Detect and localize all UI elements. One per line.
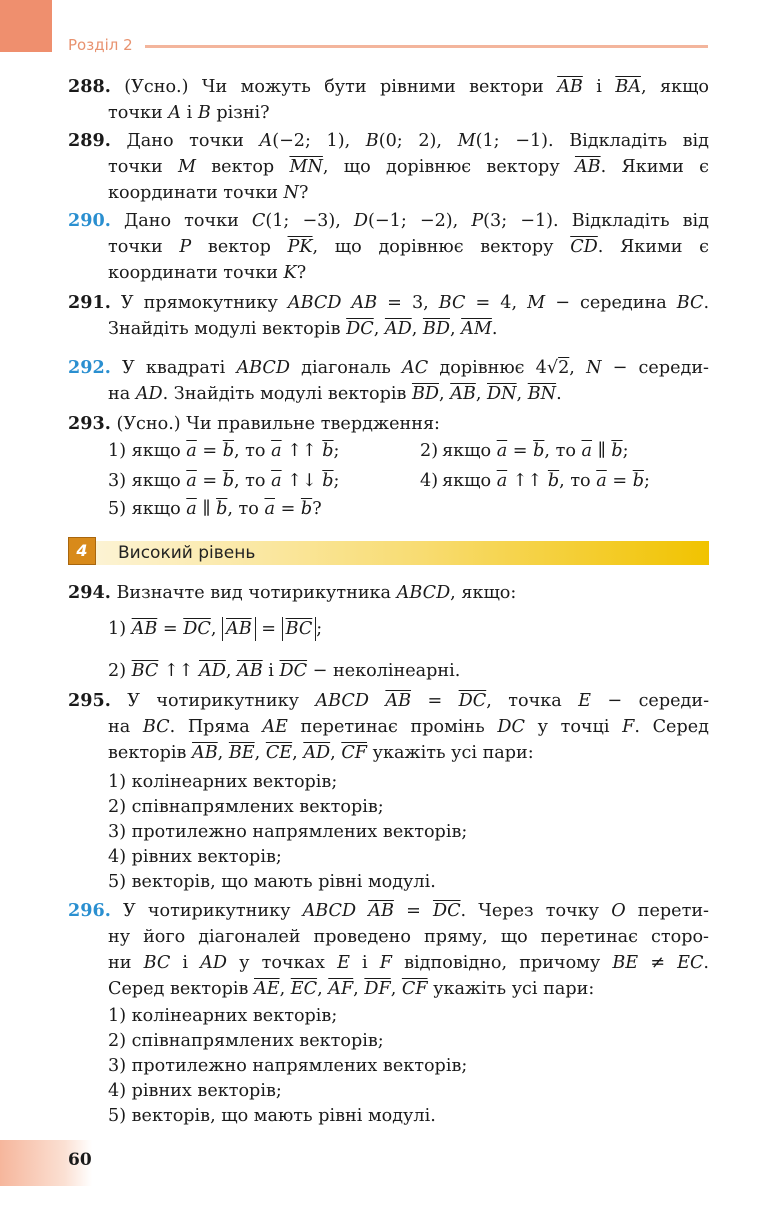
problem-292: 292. У квадраті ABCD діагональ AC дорівнює 4√2, N − середи- на AD. Знайдіть модулі векторів $\overline{BD}$, $\overline{AB}$, $\overline{DN}$, $\overline{BN}$. bbox=[68, 357, 709, 404]
level-cube-icon: 4 bbox=[68, 537, 96, 565]
problem-291: 291. У прямокутнику ABCD AB = 3, BC = 4, M − середина BC. Знайдіть модулі векторів $\overline{DC}$, $\overline{AD}$, $\overline{BD}$, $\overline{AM}$. bbox=[68, 292, 710, 339]
list-item: 5) якщо $\overline{a}$ ∥ $\overline{b}$, то $\overline{a} = \overline{b}$? bbox=[108, 499, 322, 519]
corner-tab bbox=[0, 0, 52, 52]
problem-294: 294. Визначте вид чотирикутника ABCD, якщо: bbox=[68, 582, 517, 603]
list-item: 2) якщо $\overline{a} = \overline{b}$, то $\overline{a}$ ∥ $\overline{b}$; bbox=[420, 441, 629, 461]
list-items-295 bbox=[108, 770, 467, 895]
list-item: 3) протилежно напрямлених векторів; bbox=[108, 822, 468, 842]
list-item: 2) $\overline{BC}$ ↑↑ $\overline{AD}$, $\overline{AB}$ і $\overline{DC}$ − неколінеарні. bbox=[108, 661, 461, 681]
problem-289: 289. Дано точки A(−2; 1), B(0; 2), M(1; −1). Відкладіть від точки M вектор $\overline{MN}$, що дорівнює вектору $\overline{AB}$. Якими є координати точки N? bbox=[68, 130, 709, 203]
list-item: 4) рівних векторів; bbox=[108, 847, 282, 867]
problem-288: 288. (Усно.) Чи можуть бути рівними вектори $\overline{AB}$ і $\overline{BA}$, якщо точки A і B різні? bbox=[68, 76, 710, 123]
section-label: Розділ 2 bbox=[68, 36, 133, 54]
header-rule bbox=[145, 45, 708, 48]
level-title: Високий рівень bbox=[118, 543, 256, 563]
list-item: 1) колінеарних векторів; bbox=[108, 772, 338, 792]
problem-number: 291. bbox=[68, 292, 111, 313]
list-item: 1) якщо $\overline{a} = \overline{b}$, то $\overline{a}$ ↑↑ $\overline{b}$; bbox=[108, 441, 340, 461]
list-items-296 bbox=[108, 1004, 467, 1129]
problem-296: 296. У чотирикутнику ABCD $\overline{AB} = \overline{DC}$. Через точку O перети- ну його діагоналей проведено пряму, що перетинає сторо- ни BC і AD у точках E і F відповідно, причому BE ≠ EC. Серед векторів $\overline{AE}$, $\overline{EC}$, $\overline{AF}$, $\overline{DF}$, $\overline{CF}$ укажіть усі пари: bbox=[68, 900, 710, 999]
list-item: 4) рівних векторів; bbox=[108, 1081, 282, 1101]
problem-number: 295. bbox=[68, 690, 111, 711]
list-item: 5) векторів, що мають рівні модулі. bbox=[108, 872, 436, 892]
page-number: 60 bbox=[68, 1150, 92, 1170]
list-item: 5) векторів, що мають рівні модулі. bbox=[108, 1106, 436, 1126]
list-item: 2) співнапрямлених векторів; bbox=[108, 797, 384, 817]
problem-number: 293. bbox=[68, 413, 111, 434]
problem-number: 288. bbox=[68, 76, 111, 97]
problem-number: 289. bbox=[68, 130, 111, 151]
problem-293: 293. (Усно.) Чи правильне твердження: bbox=[68, 413, 440, 434]
problem-number: 294. bbox=[68, 582, 111, 603]
list-item: 2) співнапрямлених векторів; bbox=[108, 1031, 384, 1051]
problem-number: 296. bbox=[68, 900, 111, 921]
list-item: 1) $\overline{AB} = \overline{DC}$, $\overline{AB} = \overline{BC}$ ; bbox=[108, 619, 323, 639]
problem-number: 290. bbox=[68, 210, 111, 231]
list-item: 3) протилежно напрямлених векторів; bbox=[108, 1056, 468, 1076]
list-item: 1) колінеарних векторів; bbox=[108, 1006, 338, 1026]
list-item: 3) якщо $\overline{a} = \overline{b}$, то $\overline{a}$ ↑↓ $\overline{b}$; bbox=[108, 471, 340, 491]
problem-number: 292. bbox=[68, 357, 111, 378]
problem-290: 290. Дано точки C(1; −3), D(−1; −2), P(3; −1). Відкладіть від точки P вектор $\overline{PK}$, що дорівнює вектору $\overline{CD}$. Якими є координати точки K? bbox=[68, 210, 709, 283]
list-item: 4) якщо $\overline{a}$ ↑↑ $\overline{b}$, то $\overline{a} = \overline{b}$; bbox=[420, 471, 650, 491]
problem-295: 295. У чотирикутнику ABCD $\overline{AB} = \overline{DC}$, точка E − середи- на BC. Пряма AE перетинає промінь DC у точці F. Серед векторів $\overline{AB}$, $\overline{BE}$, $\overline{CE}$, $\overline{AD}$, $\overline{CF}$ укажіть усі пари: bbox=[68, 690, 710, 763]
